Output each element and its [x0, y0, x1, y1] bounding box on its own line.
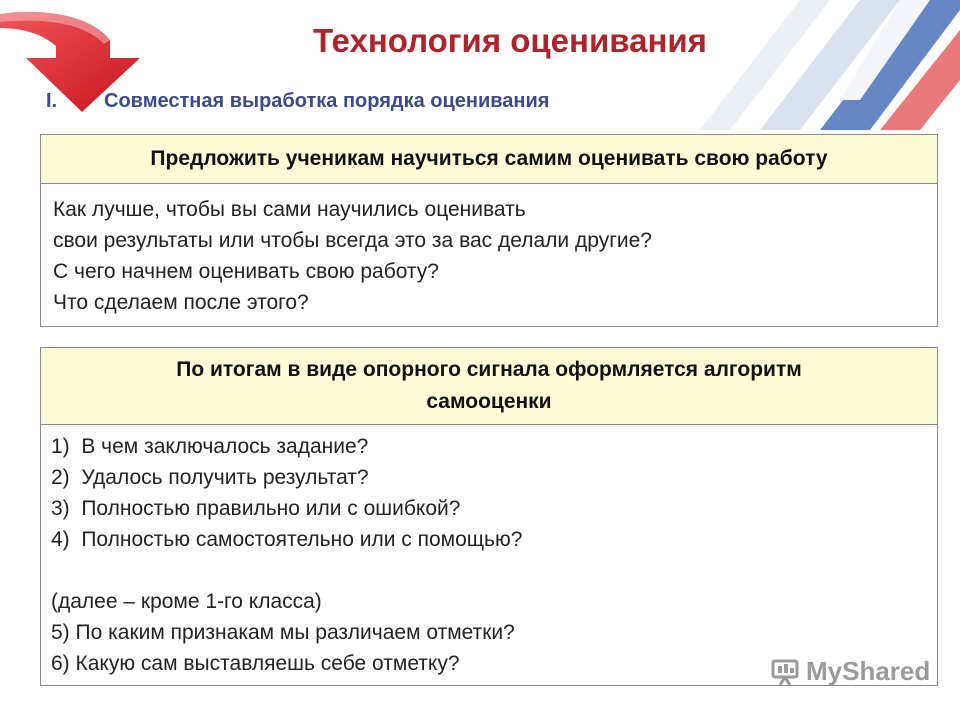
section-subtitle	[46, 90, 549, 113]
watermark-text: MyShared	[806, 656, 931, 686]
watermark	[770, 656, 930, 687]
list-item: 5) По каким признакам мы различаем отметки?	[51, 621, 515, 644]
box-heading-line: самооценки	[426, 390, 552, 413]
box-heading: Предложить ученикам научиться самим оценивать свою работу	[41, 135, 937, 184]
box-body	[41, 184, 937, 326]
self-assessment-box	[40, 134, 938, 327]
box-heading	[41, 348, 937, 425]
list-item: 4) Полностью самостоятельно или с помощью?	[51, 528, 523, 551]
box-heading-line: По итогам в виде опорного сигнала оформляется алгоритм	[176, 358, 802, 381]
page-title: Технология оценивания	[313, 22, 707, 59]
presentation-icon	[770, 657, 800, 687]
question-line: Что сделаем после этого?	[53, 291, 309, 314]
list-item: 6) Какую сам выставляешь себе отметку?	[51, 652, 460, 675]
list-item: 2) Удалось получить результат?	[51, 466, 369, 489]
decorative-stripes	[700, 0, 960, 130]
algorithm-box	[40, 347, 938, 686]
spacer	[51, 555, 927, 586]
list-item: 3) Полностью правильно или с ошибкой?	[51, 497, 461, 520]
question-line: Как лучше, чтобы вы сами научились оценивать	[53, 198, 526, 221]
question-line: С чего начнем оценивать свою работу?	[53, 260, 439, 283]
list-item: 1) В чем заключалось задание?	[51, 435, 369, 458]
section-subtitle-text: Совместная выработка порядка оценивания	[104, 90, 550, 112]
box-body	[41, 425, 937, 685]
section-number: I.	[46, 90, 58, 112]
list-note: (далее – кроме 1-го класса)	[51, 590, 322, 613]
question-line: свои результаты или чтобы всегда это за вас делали другие?	[53, 229, 652, 252]
